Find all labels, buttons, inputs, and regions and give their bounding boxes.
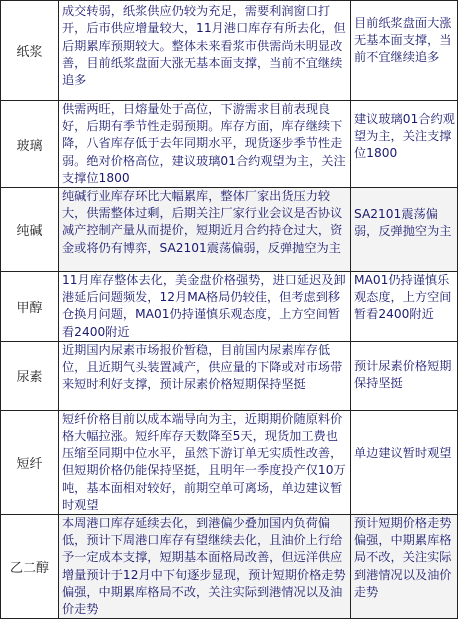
analysis-text: 近期国内尿素市场报价暂稳，目前国内尿素库存低位，且近期气头装置减产，供应量的下降或对市场带来短时利好支撑，预计尿素价格短期保持坚挺 bbox=[62, 342, 343, 392]
advice-cell bbox=[351, 272, 458, 342]
advice-cell bbox=[351, 341, 458, 410]
commodity-name: 纯碱 bbox=[1, 188, 59, 272]
advice-text: MA01仍持谨慎乐观态度，上方空间暂看2400附近 bbox=[354, 273, 452, 322]
advice-text: 预计尿素价格短期保持坚挺 bbox=[354, 358, 452, 391]
advice-cell bbox=[351, 188, 458, 272]
advice-cell bbox=[351, 410, 458, 514]
analysis-cell bbox=[59, 341, 351, 410]
advice-text: 单边建议暂时观望 bbox=[354, 445, 452, 460]
commodity-name: 玻璃 bbox=[1, 101, 59, 188]
commodity-name: 尿素 bbox=[1, 341, 59, 410]
analysis-cell bbox=[59, 410, 351, 514]
commodity-name: 甲醇 bbox=[1, 272, 59, 342]
analysis-text: 纯碱行业库存环比大幅累库，整体厂家出货压力较大，供需整体过剩，后期关注厂家行业会议是否协议减产控制产量从而提价，短期近月合约持仓过大，资金或将仍有博弈，SA2101震荡偏弱，反弹抛空为主 bbox=[62, 189, 343, 255]
analysis-text: 成交转弱，纸浆供应仍较为充足，需要利润窗口打开，后市供应增量较大，11月港口库存有所去化，但后期累库预期较大。整体未来看浆市供需尚未明显改善，目前纸浆盘面大涨无基本面支撑，当前不宜继续追多 bbox=[62, 4, 346, 88]
table-row bbox=[1, 188, 458, 272]
analysis-text: 短纤价格目前以成本端导向为主，近期期价随原料价格大幅拉涨。短纤库存天数降至5天，现货加工费也压缩至同期中位水平，虽然下游订单无实质性改善，但短期价格仍能保持坚挺，且明年一季度投产仅10万吨，基本面相对较好，前期空单可离场，单边建议暂时观望 bbox=[62, 411, 346, 512]
analysis-text: 11月库存整体去化，美金盘价格强势，进口延迟及卸港延后问题频发，12月MA格局仍较佳，但考虑到移仓换月问题，MA01仍持谨慎乐观态度，上方空间暂看2400附近 bbox=[62, 273, 346, 339]
advice-cell bbox=[351, 515, 458, 619]
advice-text: SA2101震荡偏弱，反弹抛空为主 bbox=[354, 207, 452, 239]
table-row bbox=[1, 1, 458, 101]
table-row bbox=[1, 410, 458, 514]
table-row bbox=[1, 341, 458, 410]
analysis-cell bbox=[59, 1, 351, 101]
advice-text: 预计短期价格走势偏强，中期累库格局不改，关注实际到港情况以及油价走势 bbox=[354, 516, 452, 599]
advice-text: 建议玻璃01合约观望为主，关注支撑位1800 bbox=[354, 112, 455, 161]
table-row bbox=[1, 272, 458, 342]
analysis-cell bbox=[59, 101, 351, 188]
analysis-text: 供需两旺，日熔量处于高位，下游需求目前表现良好，后期有季节性走弱预期。库存方面，库存继续下降，八省库存低于去年同期水平，现货逐步季节性走弱。绝对价格高位，建议玻璃01合约观望为主，关注支撑位1800 bbox=[62, 102, 346, 185]
commodity-name: 短纤 bbox=[1, 410, 59, 514]
table-row bbox=[1, 101, 458, 188]
advice-cell bbox=[351, 1, 458, 101]
analysis-cell bbox=[59, 515, 351, 619]
commodity-name: 乙二醇 bbox=[1, 515, 59, 619]
commodity-name: 纸浆 bbox=[1, 1, 59, 101]
analysis-text: 本周港口库存延续去化，到港偏少叠加国内负荷偏低，预计下周港口库存有望继续去化，且油价上行给予一定成本支撑，短期基本面格局改善，但远洋供应增量预计于12月中下旬逐步显现，预计短期价格走势偏强，中期累库格局不改，关注实际到港情况以及油价走势 bbox=[62, 516, 346, 617]
analysis-cell bbox=[59, 272, 351, 342]
advice-cell bbox=[351, 101, 458, 188]
advice-text: 目前纸浆盘面大涨无基本面支撑，当前不宜继续追多 bbox=[354, 16, 452, 65]
analysis-cell bbox=[59, 188, 351, 272]
table-row bbox=[1, 515, 458, 619]
